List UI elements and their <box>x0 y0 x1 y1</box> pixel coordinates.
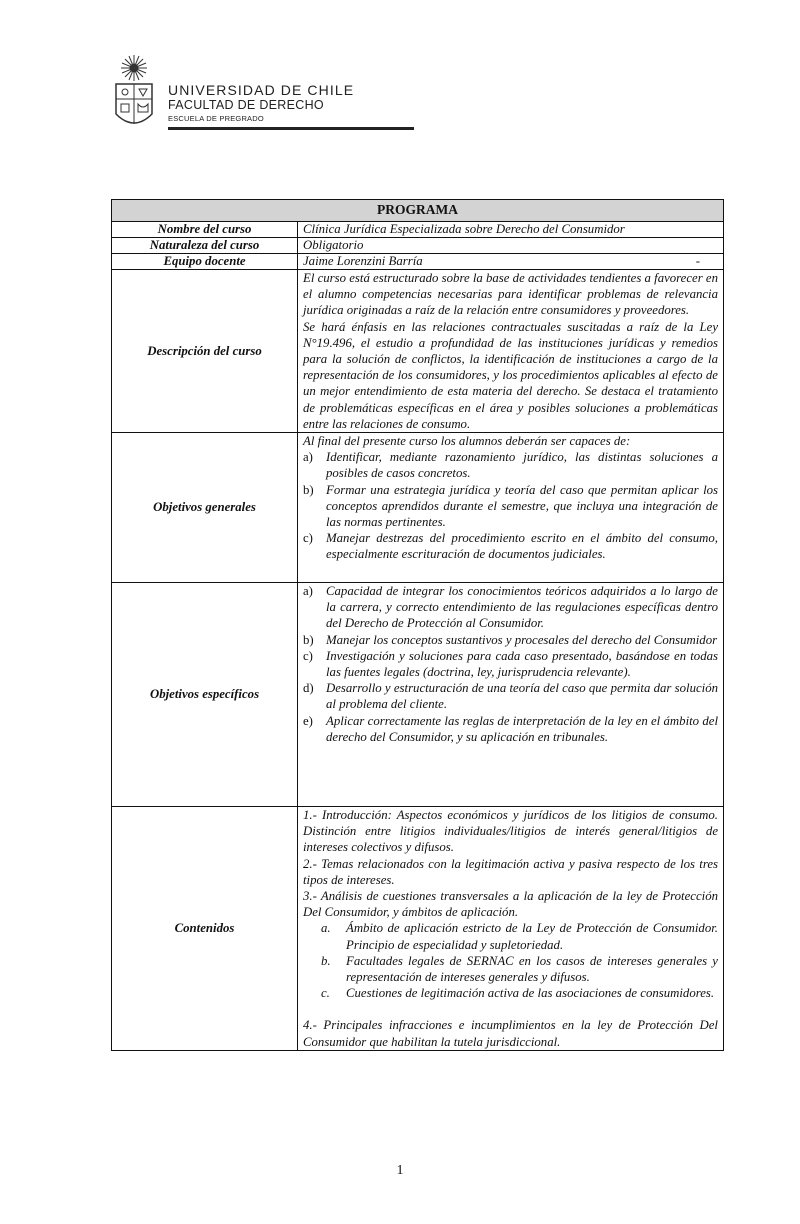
list-item-text: Aplicar correctamente las reglas de interpretación de la ley en el ámbito del derecho del Consumidor, y su aplicación en tribunales. <box>326 713 718 744</box>
nature-value: Obligatorio <box>298 238 724 254</box>
list-item-text: Formar una estrategia jurídica y teoría del caso que permitan aplicar los conceptos aprendidos durante el semestre, que incluya una integración de las normas pertinentes. <box>326 482 718 530</box>
list-marker: a) <box>303 450 313 465</box>
list-item-text: Manejar destrezas del procedimiento escrito en el ámbito del consumo, especialmente escrituración de documentos judiciales. <box>326 531 718 562</box>
specific-objectives-cell <box>298 583 724 807</box>
list-item <box>303 632 718 648</box>
contents-paragraph: 1.- Introducción: Aspectos económicos y jurídicos de los litigios de consumo. Distinción entre litigios individuales/litigios de interés general/litigios de intereses colectivos y difusos. <box>303 808 718 855</box>
list-marker: b) <box>303 482 314 497</box>
table-row <box>112 583 724 807</box>
letterhead <box>112 52 355 132</box>
list-marker: c) <box>303 531 313 546</box>
description-paragraph: El curso está estructurado sobre la base de actividades tendientes a favorecer en el alumno competencias necesarias para identificar problemas de relevancia jurídica originadas a raíz de la relación entre consumidores y proveedores. <box>303 271 718 318</box>
table-row <box>112 200 724 222</box>
faculty-name: FACULTAD DE DERECHO <box>168 98 324 112</box>
table-row <box>112 807 724 1051</box>
contents-label: Contenidos <box>112 807 298 1051</box>
list-item-text: Ámbito de aplicación estricto de la Ley de Protección de Consumidor. Principio de especialidad y supletoriedad. <box>346 921 718 952</box>
list-item <box>303 530 718 562</box>
university-name: UNIVERSIDAD DE CHILE <box>168 82 355 98</box>
page-number: 1 <box>396 1163 404 1178</box>
list-marker: b) <box>303 632 314 647</box>
list-marker: e) <box>303 713 313 728</box>
list-item <box>303 713 718 745</box>
program-table <box>111 199 724 1051</box>
list-marker: c. <box>321 986 330 1001</box>
school-name: ESCUELA DE PREGRADO <box>168 114 264 123</box>
list-item-text: Capacidad de integrar los conocimientos teóricos adquiridos a lo largo de la carrera, y correcto entendimiento de las regulaciones específicas dentro del Derecho de Protección al Consumidor. <box>326 584 718 631</box>
team-cell <box>298 254 724 270</box>
list-item-text: Facultades legales de SERNAC en los casos de intereses generales y representación de intereses generales y difusos. <box>346 953 718 985</box>
description-cell <box>298 270 724 433</box>
list-item-text: Cuestiones de legitimación activa de las asociaciones de consumidores. <box>346 986 715 1001</box>
list-item-text: Desarrollo y estructuración de una teoría del caso que permita dar solución al problema del cliente. <box>326 681 718 712</box>
contents-sublist <box>321 920 718 1001</box>
table-title: PROGRAMA <box>112 200 724 222</box>
general-objectives-intro: Al final del presente curso los alumnos deberán ser capaces de: <box>303 434 631 449</box>
list-item <box>303 449 718 481</box>
list-marker: a) <box>303 584 313 599</box>
table-row <box>112 433 724 583</box>
team-value: Jaime Lorenzini Barría <box>303 254 423 268</box>
specific-objectives-label: Objetivos específicos <box>112 583 298 807</box>
list-item <box>303 680 718 712</box>
nature-label: Naturaleza del curso <box>112 238 298 254</box>
list-item-text: Investigación y soluciones para cada caso presentado, basándose en todas las fuentes legales (doctrina, ley, jurisprudencia relevante). <box>326 648 718 680</box>
general-objectives-label: Objetivos generales <box>112 433 298 583</box>
list-marker: d) <box>303 681 314 696</box>
list-item <box>321 920 718 952</box>
table-row <box>112 222 724 238</box>
specific-objectives-list <box>303 583 718 745</box>
list-item <box>303 482 718 531</box>
team-dash: - <box>695 254 700 268</box>
header-divider <box>168 127 414 130</box>
list-item-text: Identificar, mediante razonamiento jurídico, las distintas soluciones a posibles de casos concretos. <box>326 450 718 481</box>
table-row <box>112 270 724 433</box>
description-label: Descripción del curso <box>112 270 298 433</box>
description-paragraph: Se hará énfasis en las relaciones contractuales suscitadas a raíz de la Ley N°19.496, el estudio a profundidad de las instituciones jurídicas y remedios para la solución de conflictos, la identificación de instituciones a cargo de la representación de los consumidores, y los procedimientos aplicables al efecto de un mejor entendimiento de esta materia del derecho. Se destaca el tratamiento de problemáticas específicas en el área y posibles soluciones a problemáticas entre las relaciones de consumo. <box>303 319 718 431</box>
team-label: Equipo docente <box>112 254 298 270</box>
list-item <box>321 985 718 1001</box>
general-objectives-cell <box>298 433 724 583</box>
list-item <box>303 648 718 680</box>
contents-cell <box>298 807 724 1051</box>
contents-paragraph: 3.- Análisis de cuestiones transversales a la aplicación de la ley de Protección Del Consumidor, y ámbitos de aplicación. <box>303 889 718 920</box>
course-name-value: Clínica Jurídica Especializada sobre Derecho del Consumidor <box>298 222 724 238</box>
contents-paragraph: 2.- Temas relacionados con la legitimación activa y pasiva respecto de los tres tipos de intereses. <box>303 856 718 887</box>
list-marker: c) <box>303 648 313 663</box>
list-marker: a. <box>321 921 331 936</box>
university-seal-icon <box>112 52 162 132</box>
general-objectives-list <box>303 449 718 562</box>
table-row <box>112 254 724 270</box>
list-item <box>303 583 718 632</box>
table-row <box>112 238 724 254</box>
list-item-text: Manejar los conceptos sustantivos y procesales del derecho del Consumidor <box>326 632 718 647</box>
spacer <box>303 1001 718 1017</box>
list-marker: b. <box>321 953 331 968</box>
contents-paragraph: 4.- Principales infracciones e incumplimientos en la ley de Protección Del Consumidor que habilitan la tutela jurisdiccional. <box>303 1018 718 1049</box>
list-item <box>321 953 718 985</box>
course-name-label: Nombre del curso <box>112 222 298 238</box>
